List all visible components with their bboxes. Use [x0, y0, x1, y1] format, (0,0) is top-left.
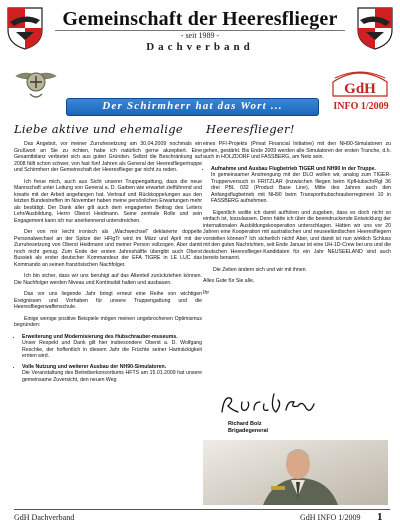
bullet-title: Erweiterung und Modernisierung des Hubschrauber-museums.	[22, 333, 178, 340]
footer-issue: GdH INFO 1/2009	[300, 513, 361, 522]
paragraph: Das Angebot, vor meiner Zurruhesetzung am 30.04.2009 nochmals ein Grußwort an Sie zu richten, habe ich natürlich gerne akzeptiert. Eine Gesamtbilanz verbietet sich aus guten Gründen. Selbst die Beschränkung auf 2008 fällt schon schwer, von fast fünf Jahren als General der Heeresfliegertruppe und Schirmherr der Gemeinschaft der Heeresflieger gar nicht zu reden.	[14, 141, 202, 173]
issue-number: INFO 1/2009	[333, 101, 389, 112]
paragraph: Die Zeiten ändern sich und wir mit ihnen.	[213, 266, 307, 273]
list-item	[22, 364, 202, 384]
paragraph: Alles Gute für Sie alle,	[203, 278, 255, 284]
paragraph: Der von mir leicht ironisch als „Wachwechsel“ deklarierte doppelte Personalwechsel an der Spitze der HFlgTr wird im März und April mit der Zurruhesetzung von Oberst Heidmann und meiner Person vollzogen. Aber damit noch nicht genug. Zum Ende der ersten Jahreshälfte übergibt auch Oberst Bussiek als erster deutscher Kommandeur der EFA TIGRE in LE LUC das Kommando an seinen französischen Nachfolger.	[14, 229, 202, 268]
bullet-title: Volle Nutzung und weiterer Ausbau der NH90-Simulatoren.	[22, 363, 167, 370]
left-text-column	[14, 141, 202, 388]
newsletter-title: Gemeinschaft der Heeresflieger	[62, 8, 338, 30]
paragraph: eines PFI-Projekts (Privat Financial Initiative) mit den NH90-Simulatoren zu gehen, gestärkt. Bis Ende 2009 werden alle Simulatoren der ersten Tranche, d.h. auch in HOLZDORF und FASSBERG, am Netz sein.	[203, 141, 391, 160]
footer-divider	[14, 509, 390, 510]
bullet-title: Aufnahme und Ausbau Flugbetrieb TIGER und NH90 in der Truppe.	[211, 165, 376, 172]
columnist-banner	[66, 98, 319, 116]
bullet-text: Unser Respekt und Dank gilt hier insbesondere Oberst a. D. Wolfgang Reschke, der hoffentlich in diesem Jahr die Früchte seiner Hartnäckigkeit ernten wird.	[22, 340, 202, 359]
page-number: 1	[377, 511, 383, 523]
footer-publisher: GdH Dachverband	[14, 513, 75, 522]
newsletter-subtitle: Dachverband	[146, 41, 254, 53]
handwritten-greeting-continued: Heeresflieger!	[206, 122, 295, 136]
author-portrait-photo	[203, 440, 388, 505]
paragraph: Ich bin sicher, dass wir uns beruhigt auf das Altenteil zurückziehen können. Die Nachfolger werden Niveau und Kontinuität halten und ausbauen.	[14, 273, 202, 286]
crest-emblem-right	[356, 6, 394, 50]
bullet-list	[14, 334, 202, 384]
bullet-text: Die Veranstaltung des Betreiberkonsortiums HFTS am 15.01.2009 hat unsere gemeinsame Zuversicht, den neuen Weg	[22, 370, 202, 383]
gdh-logo	[331, 68, 389, 98]
signatory-name: Richard Bolz	[228, 421, 262, 427]
paragraph: Einige wenige positive Beispiele mögen meinen ungebrochenen Optimismus begründen:	[14, 315, 202, 328]
founded-tagline: - seit 1989 -	[180, 31, 220, 40]
paragraph: Ihr	[203, 289, 210, 296]
banner-heading: Der Schirmherr hat das Wort ...	[102, 100, 283, 112]
paragraph: Eigentlich wollte ich damit aufhören und zugeben, dass es doch nicht so einfach ist, loszulassen. Denn hätte ich über die beeindruckende Entwicklung der internationalen Ausbildungskooperation unterschlagen. Hätten wir uns vor 20 Jahren eine Kooperation mit australischen und neuseeländischen Heeresfliegern vorstellen können? Ich sicherlich nicht! Aber, und damit ist nun wirklich Schluss mit den guten Nachrichten, seit Ende Januar ist eine UH-1D-Crew bei uns und die deutschen Heeresflieger-Kandidaten für ein Jahr NEUSEELAND sind auch bereits benannt.	[203, 209, 392, 261]
wings-badge-icon	[14, 64, 58, 104]
paragraph: Ich freue mich, auch aus Sicht unserer Truppengattung, dass die neue Mannschaft unter Leitung von General a. D. Garben wie erwartet zielführend und kreativ mit der Arbeit angefangen hat. Vertrauf und Rückkoppelungen aus den letzten Bundestreffen im November haben meine persönlichen Erwartungen mehr als bestätigt. Der Dank aller gilt auch dem engagierten Beitrag des Leiters Lehr/Ausbildung, Herrn Oberst Heidmann. Seine zentrale Rolle und sein Engagement kann ich nur anerkennend unterstreichen.	[14, 178, 202, 224]
paragraph: Das vor uns liegende Jahr bringt erneut eine Reihe von wichtigen Ereignissen und Vorhaben für unsere Truppengattung und die Heeresfliegerwaffenschule.	[14, 291, 202, 310]
right-text-column	[203, 141, 391, 301]
handwritten-greeting: Liebe aktive und ehemalige	[14, 122, 183, 136]
list-item	[211, 166, 391, 205]
handwritten-signature	[218, 390, 318, 418]
signatory-rank: Brigadegeneral	[228, 428, 269, 434]
bullet-text: In gemeinsamer Anstrengung mit der DLO wollen wir, analog zum TIGER-Truppenversuch in FRITZLAR (inzwischen fliegen beim KpfHubschrRgt 36 drei PBL 032 (Product Base Line), Mitte des Jahres auch den Anfangsflugbetrieb mit NH90 beim Transporthubschrauberregiment 10 in FASSBERG aufnehmen.	[211, 172, 391, 204]
list-item	[22, 334, 202, 360]
gdh-logo-text: GdH	[344, 81, 376, 97]
bullet-list	[203, 166, 391, 205]
